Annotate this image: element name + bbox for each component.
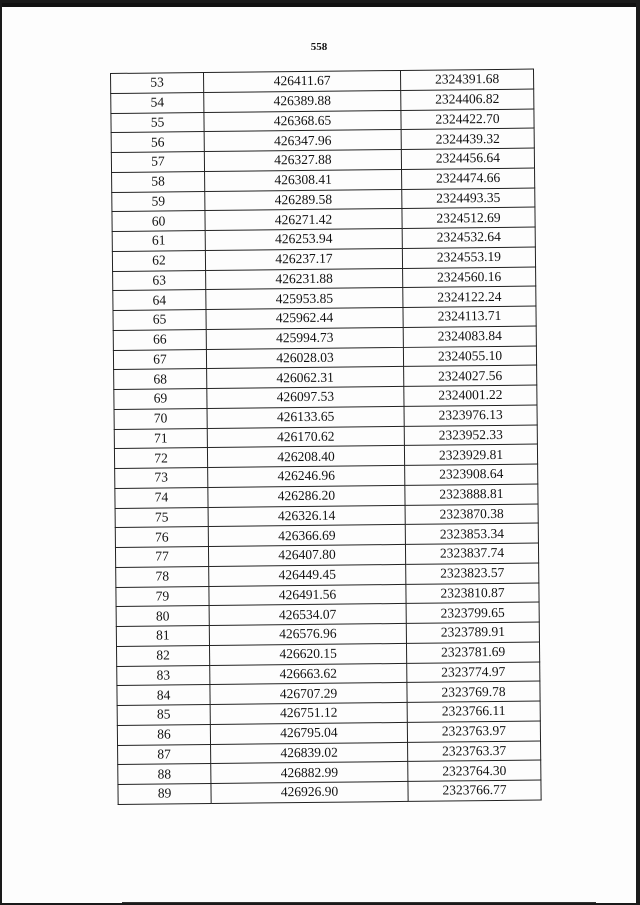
x-coordinate-cell: 426620.15 xyxy=(209,643,406,665)
point-id-cell: 87 xyxy=(118,744,211,765)
y-coordinate-cell: 2323853.34 xyxy=(405,523,538,544)
x-coordinate-cell: 426246.96 xyxy=(208,465,405,487)
point-id-cell: 83 xyxy=(117,665,210,686)
y-coordinate-cell: 2323823.57 xyxy=(406,563,539,584)
x-coordinate-cell: 426271.42 xyxy=(205,209,402,231)
x-coordinate-cell: 426289.58 xyxy=(205,189,402,211)
point-id-cell: 68 xyxy=(114,369,207,390)
y-coordinate-cell: 2323837.74 xyxy=(405,543,538,564)
x-coordinate-cell: 426926.90 xyxy=(211,781,408,803)
x-coordinate-cell: 426326.14 xyxy=(208,505,405,527)
y-coordinate-cell: 2323769.78 xyxy=(407,681,540,702)
y-coordinate-cell: 2323810.87 xyxy=(406,583,539,604)
x-coordinate-cell: 425962.44 xyxy=(206,307,403,329)
point-id-cell: 66 xyxy=(113,329,206,350)
point-id-cell: 72 xyxy=(114,448,207,469)
y-coordinate-cell: 2324512.69 xyxy=(402,207,535,228)
y-coordinate-cell: 2324113.71 xyxy=(403,306,536,327)
y-coordinate-cell: 2324422.70 xyxy=(401,109,534,130)
point-id-cell: 64 xyxy=(113,290,206,311)
y-coordinate-cell: 2323908.64 xyxy=(405,464,538,485)
x-coordinate-cell: 426308.41 xyxy=(205,169,402,191)
y-coordinate-cell: 2324083.84 xyxy=(403,326,536,347)
point-id-cell: 57 xyxy=(111,152,204,173)
point-id-cell: 81 xyxy=(116,625,209,646)
x-coordinate-cell: 426253.94 xyxy=(205,228,402,250)
x-coordinate-cell: 426663.62 xyxy=(210,663,407,685)
y-coordinate-cell: 2324553.19 xyxy=(402,247,535,268)
x-coordinate-cell: 426534.07 xyxy=(209,604,406,626)
point-id-cell: 86 xyxy=(117,724,210,745)
x-coordinate-cell: 426286.20 xyxy=(208,485,405,507)
y-coordinate-cell: 2323774.97 xyxy=(407,662,540,683)
y-coordinate-cell: 2323766.11 xyxy=(407,701,540,722)
x-coordinate-cell: 426411.67 xyxy=(204,70,401,92)
coordinates-table xyxy=(110,69,542,805)
y-coordinate-cell: 2323764.30 xyxy=(408,760,541,781)
y-coordinate-cell: 2323976.13 xyxy=(404,405,537,426)
point-id-cell: 74 xyxy=(115,487,208,508)
y-coordinate-cell: 2324456.64 xyxy=(401,148,534,169)
point-id-cell: 55 xyxy=(111,112,204,133)
y-coordinate-cell: 2323789.91 xyxy=(406,622,539,643)
x-coordinate-cell: 426407.80 xyxy=(208,544,405,566)
x-coordinate-cell: 426491.56 xyxy=(209,584,406,606)
point-id-cell: 80 xyxy=(116,606,209,627)
y-coordinate-cell: 2324493.35 xyxy=(402,188,535,209)
point-id-cell: 79 xyxy=(116,586,209,607)
x-coordinate-cell: 425953.85 xyxy=(206,288,403,310)
x-coordinate-cell: 426133.65 xyxy=(207,406,404,428)
x-coordinate-cell: 426062.31 xyxy=(207,367,404,389)
point-id-cell: 76 xyxy=(115,527,208,548)
x-coordinate-cell: 426368.65 xyxy=(204,110,401,132)
coordinates-table-body xyxy=(111,69,542,804)
y-coordinate-cell: 2324122.24 xyxy=(403,286,536,307)
y-coordinate-cell: 2323763.97 xyxy=(407,721,540,742)
x-coordinate-cell: 426028.03 xyxy=(206,347,403,369)
point-id-cell: 78 xyxy=(116,566,209,587)
point-id-cell: 56 xyxy=(111,132,204,153)
point-id-cell: 73 xyxy=(115,467,208,488)
x-coordinate-cell: 425994.73 xyxy=(206,327,403,349)
y-coordinate-cell: 2323929.81 xyxy=(404,444,537,465)
point-id-cell: 58 xyxy=(112,171,205,192)
point-id-cell: 60 xyxy=(112,211,205,232)
y-coordinate-cell: 2323888.81 xyxy=(405,484,538,505)
point-id-cell: 67 xyxy=(113,349,206,370)
y-coordinate-cell: 2324560.16 xyxy=(403,267,536,288)
y-coordinate-cell: 2324532.64 xyxy=(402,227,535,248)
point-id-cell: 89 xyxy=(118,783,211,804)
point-id-cell: 54 xyxy=(111,92,204,113)
x-coordinate-cell: 426327.88 xyxy=(204,149,401,171)
x-coordinate-cell: 426449.45 xyxy=(209,564,406,586)
point-id-cell: 82 xyxy=(117,645,210,666)
y-coordinate-cell: 2323766.77 xyxy=(408,780,541,801)
point-id-cell: 88 xyxy=(118,764,211,785)
point-id-cell: 85 xyxy=(117,704,210,725)
point-id-cell: 65 xyxy=(113,310,206,331)
x-coordinate-cell: 426839.02 xyxy=(211,742,408,764)
x-coordinate-cell: 426170.62 xyxy=(207,426,404,448)
x-coordinate-cell: 426366.69 xyxy=(208,525,405,547)
point-id-cell: 53 xyxy=(111,73,204,94)
point-id-cell: 61 xyxy=(112,231,205,252)
page-number: 558 xyxy=(310,41,328,53)
point-id-cell: 71 xyxy=(114,428,207,449)
y-coordinate-cell: 2324391.68 xyxy=(400,69,533,90)
y-coordinate-cell: 2324055.10 xyxy=(403,346,536,367)
y-coordinate-cell: 2324406.82 xyxy=(401,89,534,110)
point-id-cell: 62 xyxy=(112,250,205,271)
y-coordinate-cell: 2324027.56 xyxy=(404,365,537,386)
y-coordinate-cell: 2324001.22 xyxy=(404,385,537,406)
x-coordinate-cell: 426097.53 xyxy=(207,386,404,408)
y-coordinate-cell: 2323781.69 xyxy=(406,642,539,663)
y-coordinate-cell: 2323799.65 xyxy=(406,602,539,623)
x-coordinate-cell: 426389.88 xyxy=(204,90,401,112)
y-coordinate-cell: 2323870.38 xyxy=(405,504,538,525)
x-coordinate-cell: 426882.99 xyxy=(211,762,408,784)
y-coordinate-cell: 2324439.32 xyxy=(401,128,534,149)
point-id-cell: 75 xyxy=(115,507,208,528)
document-page xyxy=(2,3,636,903)
x-coordinate-cell: 426751.12 xyxy=(210,702,407,724)
point-id-cell: 69 xyxy=(114,389,207,410)
point-id-cell: 77 xyxy=(115,546,208,567)
point-id-cell: 59 xyxy=(112,191,205,212)
x-coordinate-cell: 426231.88 xyxy=(206,268,403,290)
x-coordinate-cell: 426237.17 xyxy=(205,248,402,270)
point-id-cell: 63 xyxy=(113,270,206,291)
x-coordinate-cell: 426347.96 xyxy=(204,130,401,152)
y-coordinate-cell: 2323763.37 xyxy=(408,741,541,762)
y-coordinate-cell: 2323952.33 xyxy=(404,425,537,446)
point-id-cell: 70 xyxy=(114,408,207,429)
page-bottom-edge xyxy=(122,902,596,903)
x-coordinate-cell: 426576.96 xyxy=(209,623,406,645)
point-id-cell: 84 xyxy=(117,685,210,706)
x-coordinate-cell: 426208.40 xyxy=(207,446,404,468)
x-coordinate-cell: 426707.29 xyxy=(210,683,407,705)
x-coordinate-cell: 426795.04 xyxy=(210,722,407,744)
y-coordinate-cell: 2324474.66 xyxy=(402,168,535,189)
table-row xyxy=(118,780,541,804)
